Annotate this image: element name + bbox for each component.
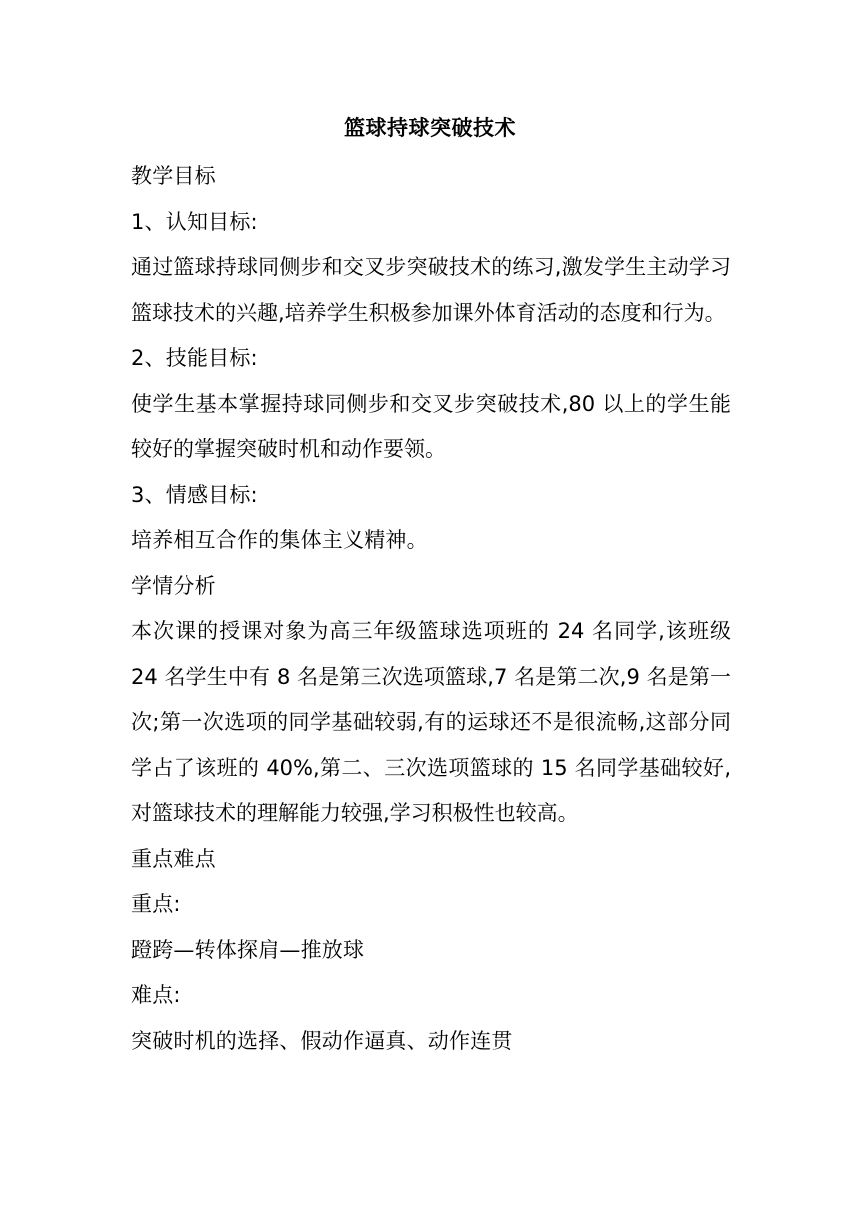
document-title: 篮球持球突破技术 — [344, 116, 516, 140]
difficult-point-label: 难点: — [131, 983, 181, 1007]
key-point-text: 蹬跨—转体探肩—推放球 — [131, 937, 365, 962]
analysis-heading: 学情分析 — [131, 573, 216, 598]
analysis-text: 本次课的授课对象为高三年级篮球选项班的 24 名同学,该班级 24 名学生中有 8 名是第三次选项篮球,7 名是第二次,9 名是第一次;第一次选项的同学基础较弱,有的运球还不是很流畅,这部分同学占了该班的 40%,第二、三次选项篮球的 15 名同学基础较好,对篮球技术的理解能力较强,学习积极性也较高。 — [131, 619, 731, 825]
cognitive-objective-label: 1、认知目标: — [131, 209, 258, 234]
cognitive-objective-text: 通过篮球持球同侧步和交叉步突破技术的练习,激发学生主动学习篮球技术的兴趣,培养学生积极参加课外体育活动的态度和行为。 — [131, 255, 731, 325]
skill-objective-label: 2、技能目标: — [131, 346, 258, 370]
key-difficult-heading: 重点难点 — [131, 846, 216, 871]
key-point-label: 重点: — [131, 892, 181, 916]
skill-objective-text: 使学生基本掌握持球同侧步和交叉步突破技术,80 以上的学生能较好的掌握突破时机和动作要领。 — [131, 391, 731, 461]
emotion-objective-text: 培养相互合作的集体主义精神。 — [131, 528, 428, 552]
emotion-objective-label: 3、情感目标: — [131, 482, 258, 507]
objectives-heading: 教学目标 — [131, 164, 216, 188]
difficult-point-text: 突破时机的选择、假动作逼真、动作连贯 — [131, 1028, 513, 1053]
document-body — [131, 154, 731, 1064]
